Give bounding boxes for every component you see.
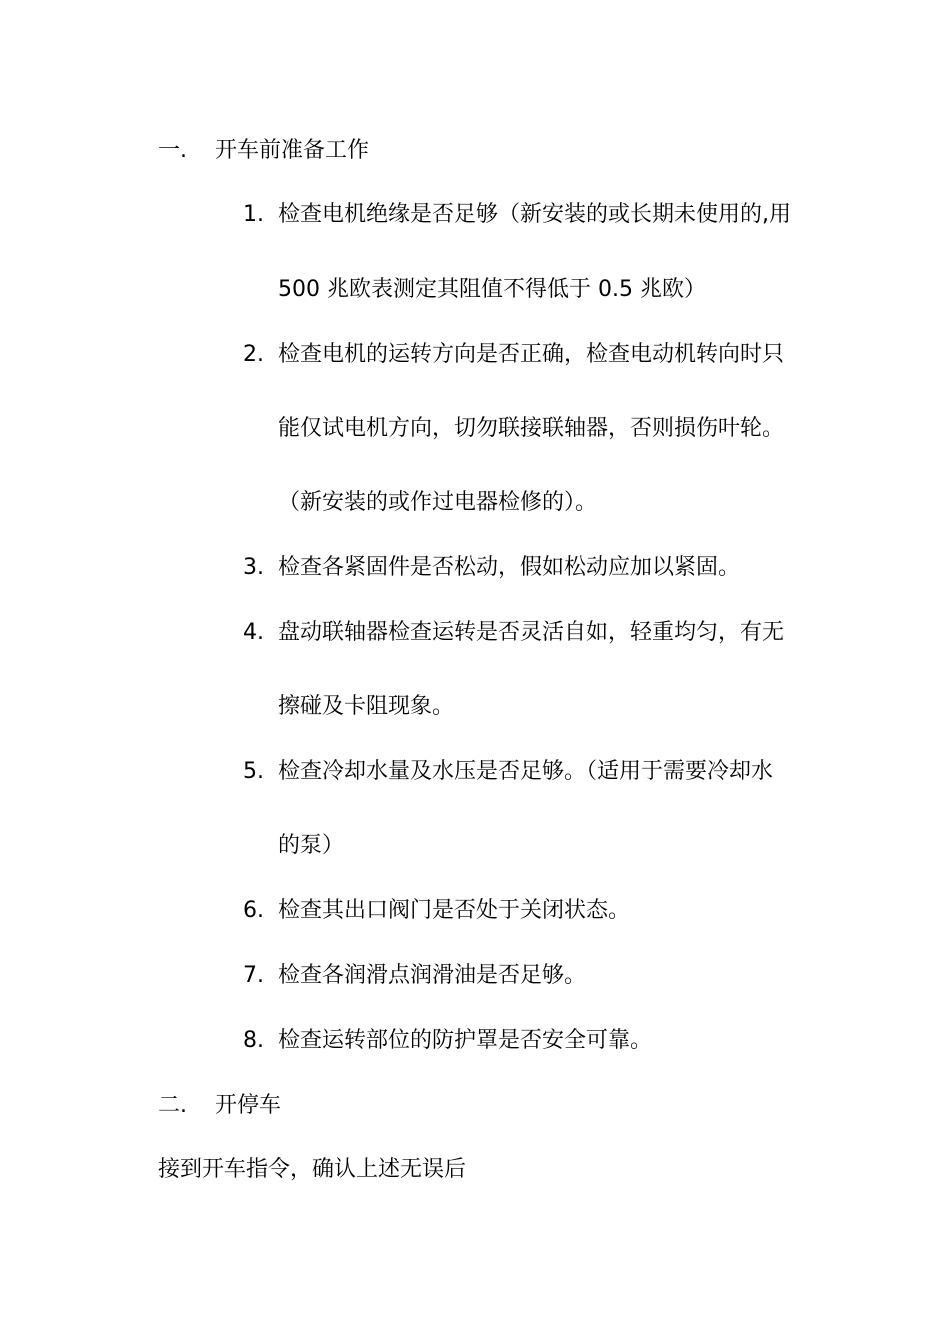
- item-1-line-2: 500 兆欧表测定其阻值不得低于 0.5 兆欧）: [278, 277, 706, 302]
- item-4-line-2: 擦碰及卡阻现象。: [278, 694, 455, 719]
- item-4-line-1: 盘动联轴器检查运转是否灵活自如，轻重均匀，有无: [278, 620, 785, 645]
- item-5-line-2: 的泵）: [278, 833, 345, 858]
- item-1-number: 1.: [243, 202, 264, 227]
- section-2-number: 二.: [158, 1093, 187, 1118]
- item-2-line-3: （新安装的或作过电器检修的）。: [278, 490, 598, 515]
- item-8-line-1: 检查运转部位的防护罩是否安全可靠。: [278, 1028, 653, 1053]
- item-5-line-1: 检查冷却水量及水压是否足够。（适用于需要冷却水: [278, 759, 774, 784]
- item-6-number: 6.: [243, 898, 264, 923]
- item-7-line-1: 检查各润滑点润滑油是否足够。: [278, 963, 587, 988]
- item-4-number: 4.: [243, 620, 264, 645]
- section-1-title: 开车前准备工作: [215, 138, 370, 163]
- item-5-number: 5.: [243, 759, 264, 784]
- body-paragraph: 接到开车指令，确认上述无误后: [158, 1157, 467, 1182]
- item-3-number: 3.: [243, 555, 264, 580]
- item-7-number: 7.: [243, 963, 264, 988]
- item-3-line-1: 检查各紧固件是否松动，假如松动应加以紧固。: [278, 555, 741, 580]
- item-2-line-2: 能仅试电机方向，切勿联接联轴器，否则损伤叶轮。: [278, 416, 785, 441]
- item-8-number: 8.: [243, 1028, 264, 1053]
- item-6-line-1: 检查其出口阀门是否处于关闭状态。: [278, 898, 631, 923]
- item-2-number: 2.: [243, 342, 264, 367]
- item-2-line-1: 检查电机的运转方向是否正确，检查电动机转向时只: [278, 342, 785, 367]
- section-2-title: 开停车: [215, 1093, 282, 1118]
- section-1-number: 一.: [158, 138, 187, 163]
- item-1-line-1: 检查电机绝缘是否足够（新安装的或长期未使用的,用: [278, 202, 791, 227]
